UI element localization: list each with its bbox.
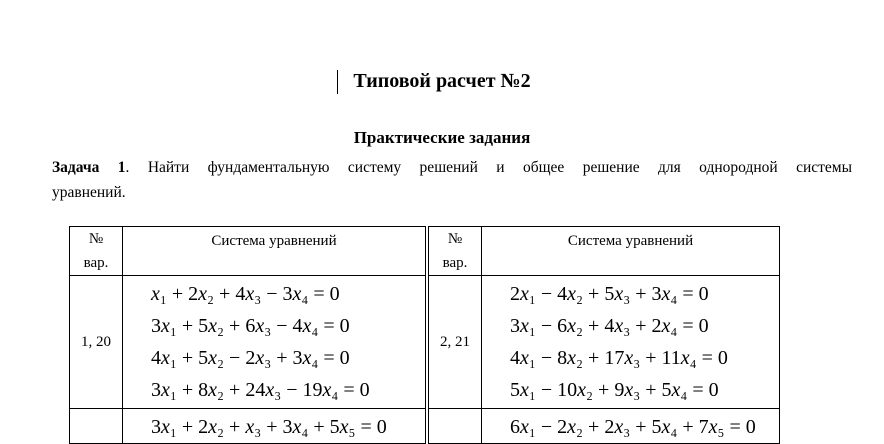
equation: 3x₁ + 2x₂ + x₃ + 3x₄ + 5x₅ = 0 — [151, 416, 387, 438]
table-header-row — [70, 227, 780, 276]
equation: 3x₁ + 5x₂ + 6x₃ − 4x₄ = 0 — [151, 315, 350, 337]
equation-system — [482, 276, 780, 409]
task-text-line-2: уравнений. — [52, 184, 126, 201]
header-variant-number-right — [429, 227, 482, 276]
variant-cell: 1, 20 — [70, 276, 123, 409]
equation: 3x₁ + 8x₂ + 24x₃ − 19x₄ = 0 — [151, 379, 370, 401]
header-num-label-right: вар. — [442, 255, 468, 271]
equation: 4x₁ − 8x₂ + 17x₃ + 11x₄ = 0 — [510, 347, 728, 369]
variants-table — [69, 226, 780, 444]
table-row — [70, 276, 780, 409]
section-subtitle: Практические задания — [353, 128, 531, 147]
task-text-line-1: . Найти фундаментальную систему решений и общее решение для однородной системы — [125, 159, 852, 176]
header-variant-number — [70, 227, 123, 276]
equation: x₁ + 2x₂ + 4x₃ − 3x₄ = 0 — [151, 283, 340, 305]
equation: 3x₁ − 6x₂ + 4x₃ + 2x₄ = 0 — [510, 315, 709, 337]
table-row — [70, 409, 780, 444]
equation-system — [123, 409, 426, 444]
task-line-1 — [52, 155, 852, 180]
equation: 6x₁ − 2x₂ + 2x₃ + 5x₄ + 7x₅ = 0 — [510, 416, 756, 438]
equation-system — [482, 409, 780, 444]
equation: 2x₁ − 4x₂ + 5x₃ + 3x₄ = 0 — [510, 283, 709, 305]
equation-system — [123, 276, 426, 409]
variant-cell — [70, 409, 123, 444]
task-label: Задача 1 — [52, 159, 126, 176]
variant-cell: 2, 21 — [429, 276, 482, 409]
header-num-symbol: № — [88, 231, 104, 247]
equation: 5x₁ − 10x₂ + 9x₃ + 5x₄ = 0 — [510, 379, 719, 401]
header-system-right: Система уравнений — [482, 227, 780, 276]
header-num-symbol-right: № — [447, 231, 463, 247]
task-paragraph — [52, 155, 852, 205]
header-system: Система уравнений — [123, 227, 426, 276]
header-num-label: вар. — [83, 255, 109, 271]
variant-cell — [429, 409, 482, 444]
equation: 4x₁ + 5x₂ − 2x₃ + 3x₄ = 0 — [151, 347, 350, 369]
page-title: Типовой расчет №2 — [353, 70, 531, 92]
